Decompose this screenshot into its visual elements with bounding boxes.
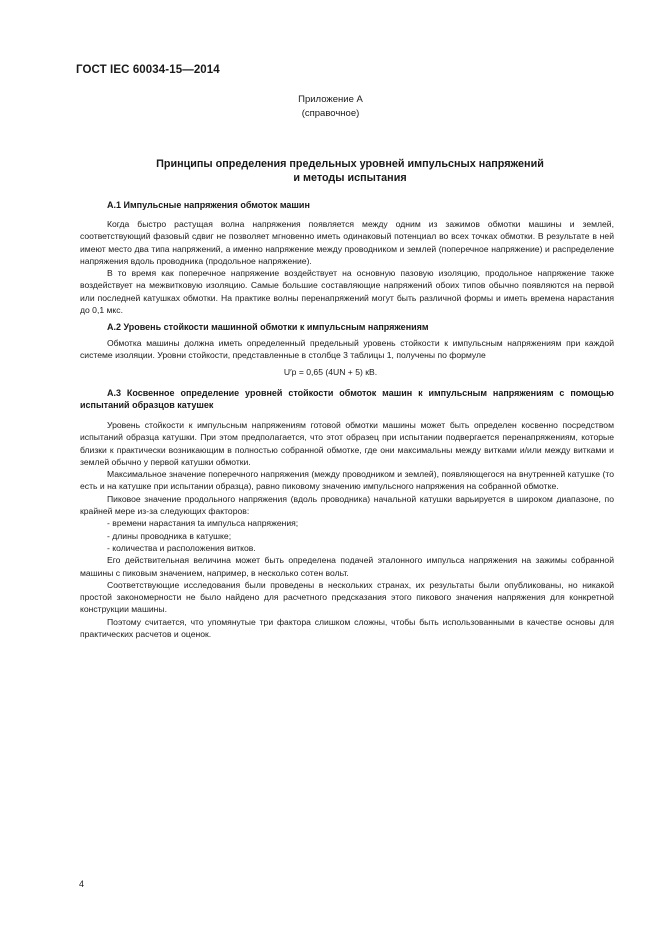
formula: U′p = 0,65 (4UN + 5) кВ. (283, 367, 378, 377)
a3-paragraph-1: Уровень стойкости к импульсным напряжениям готовой обмотки машины может быть определен косвенно посредством испытаний образца катушки. При этом предполагается, что этот образец при испытании подвергается перенапряжениям, которые близки к практически возникающим в полностью собранной обмотке, где они максимальны между витками и/или между витками и землей обычно у первой катушки обмотки. (80, 420, 614, 467)
page-number: 4 (79, 879, 85, 889)
a1-paragraph-2: В то время как поперечное напряжение воздействует на основную пазовую изоляцию, продольное напряжение также воздействует на межвитковую изоляцию. Самые большие составляющие напряжений обоих типов обычно появляются на первой или последней катушках обмотки. На практике волны перенапряжений могут быть различной формы и иметь времена нарастания до 0,1 мкс. (80, 268, 614, 316)
list-item: - времени нарастания ta импульса напряжения; (107, 518, 299, 529)
title-line-2: и методы испытания (293, 172, 407, 184)
a3-paragraph-4: Его действительная величина может быть определена подачей эталонного импульса напряжения на зажимы собранной машины с пиковым значением, например, в несколько сотен вольт. (80, 555, 614, 578)
appendix-label: Приложение А (298, 94, 363, 105)
a3-paragraph-6: Поэтому считается, что упомянутые три фактора слишком сложны, чтобы быть использованными в качестве основы для практических расчетов и оценок. (80, 616, 614, 640)
section-a3-heading (80, 387, 614, 411)
section-a1-body (80, 218, 614, 316)
a3-paragraph-5: Соответствующие исследования были проведены в нескольких странах, их результаты были опубликованы, но никакой простой закономерности не было найдено для расчетного предсказания этого пикового значения напряжения для конкретной конструкции машины. (80, 579, 614, 615)
section-a1-heading: А.1 Импульсные напряжения обмоток машин (107, 200, 310, 210)
page-title (90, 157, 610, 185)
list-item: - длины проводника в катушке; (107, 530, 232, 541)
section-a2-body (80, 337, 614, 362)
section-a2-heading: А.2 Уровень стойкости машинной обмотки к импульсным напряжениям (107, 322, 429, 332)
a1-paragraph-1: Когда быстро растущая волна напряжения появляется между одним из зажимов обмотки машины и землей, соответствующий фазовый сдвиг не позволяет мгновенно иметь одинаковый потенциал во всех точках обмотки. В результате в ней имеют место два типа напряжений, а именно напряжение между проводником и землей (поперечное напряжение) и распределение напряжения вдоль проводника (продольное напряжение). (80, 219, 614, 266)
a3-heading-text: А.3 Косвенное определение уровней стойкости обмоток машин к импульсным напряжениям с помощью испытаний образцов катушек (80, 388, 614, 410)
list-item: - количества и расположения витков. (107, 542, 256, 553)
a3-paragraph-2: Максимальное значение поперечного напряжения (между проводником и землей), появляющегося на внутренней катушке (то есть и на катушке при испытании образца), равно пиковому значению импульсного напряжения на собранной обмотке. (80, 469, 614, 492)
standard-header: ГОСТ IEC 60034-15—2014 (76, 64, 220, 76)
title-line-1: Принципы определения предельных уровней импульсных напряжений (156, 158, 544, 170)
a3-paragraph-3: Пиковое значение продольного напряжения (вдоль проводника) начальной катушки варьируется в широком диапазоне, по крайней мере из-за следующих факторов: (80, 493, 614, 517)
appendix-note: (справочное) (301, 108, 360, 119)
a2-paragraph-1: Обмотка машины должна иметь определенный предельный уровень стойкости к импульсным напряжениям при каждой системе изоляции. Уровни стойкости, представленные в столбце 3 таблицы 1, получены по формуле (80, 338, 614, 361)
section-a3-body (80, 419, 614, 640)
